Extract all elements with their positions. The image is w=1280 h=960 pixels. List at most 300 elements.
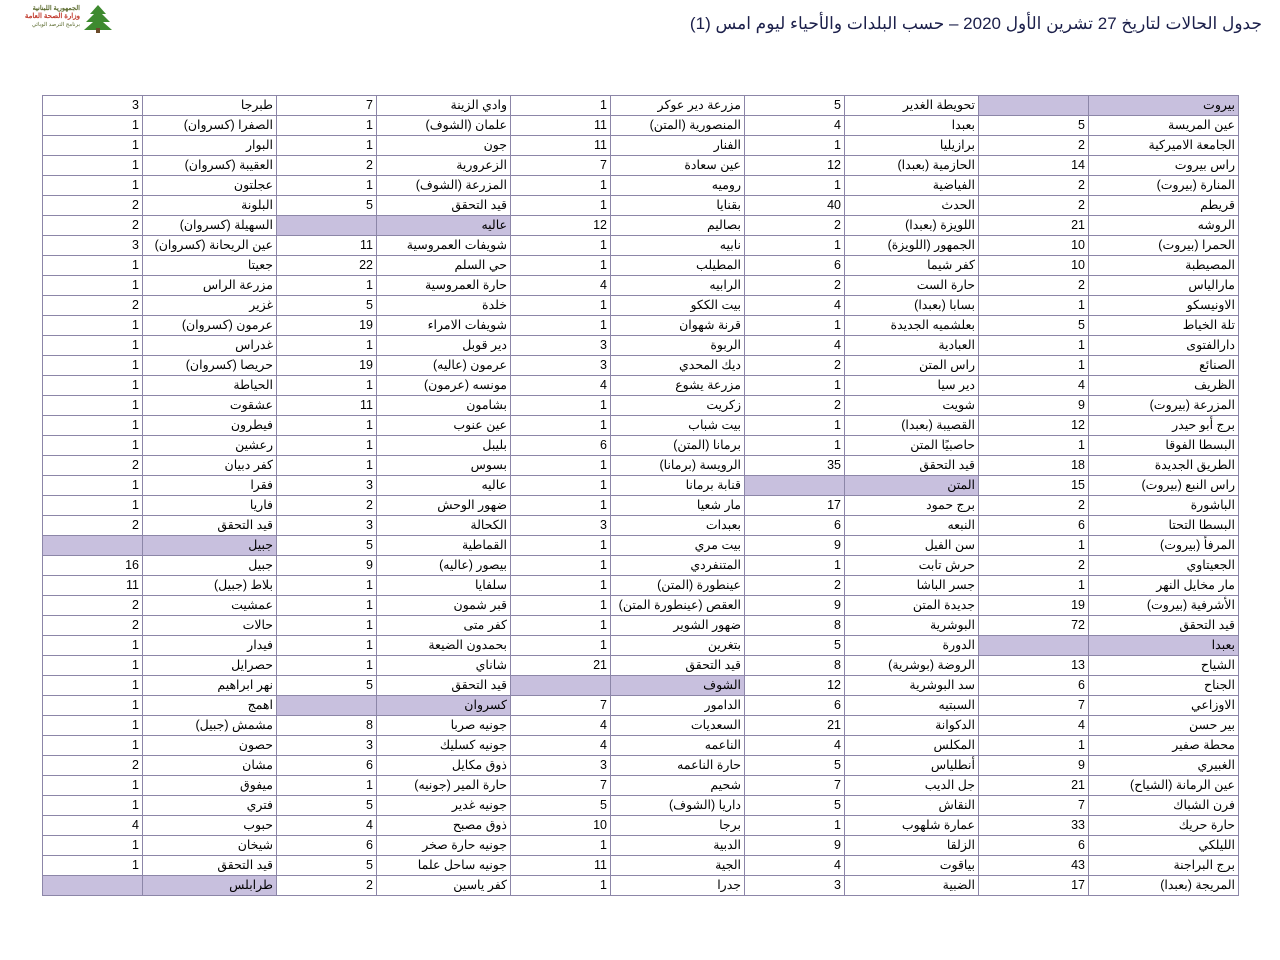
case-count-cell: 8 [745,656,845,676]
case-count-cell: 7 [277,96,377,116]
case-count-cell: 1 [277,576,377,596]
case-count-cell: 9 [277,556,377,576]
locality-name-cell: ديك المحدي [611,356,745,376]
district-header-count-cell [979,636,1089,656]
case-count-cell: 4 [745,336,845,356]
locality-name-cell: كفر دبيان [143,456,277,476]
case-count-cell: 5 [979,116,1089,136]
case-count-cell: 6 [745,696,845,716]
table-row [43,156,1239,176]
locality-name-cell: الحياطة [143,376,277,396]
case-count-cell: 21 [979,776,1089,796]
case-count-cell: 3 [277,736,377,756]
case-count-cell: 1 [43,256,143,276]
case-count-cell: 2 [979,276,1089,296]
locality-name-cell: نهر ابراهيم [143,676,277,696]
locality-name-cell: الدامور [611,696,745,716]
case-count-cell: 1 [43,476,143,496]
locality-name-cell: المطيلب [611,256,745,276]
locality-name-cell: البسطا الفوقا [1089,436,1239,456]
case-count-cell: 9 [979,396,1089,416]
locality-name-cell: جدرا [611,876,745,896]
locality-name-cell: الحدث [845,196,979,216]
locality-name-cell: بصاليم [611,216,745,236]
case-count-cell: 1 [277,596,377,616]
locality-name-cell: قيد التحقق [377,676,511,696]
case-count-cell: 17 [745,496,845,516]
case-count-cell: 1 [979,736,1089,756]
locality-name-cell: حارة الناعمه [611,756,745,776]
locality-name-cell: شويت [845,396,979,416]
case-count-cell: 1 [979,576,1089,596]
locality-name-cell: حالات [143,616,277,636]
locality-name-cell: الروضة (بوشرية) [845,656,979,676]
case-count-cell: 2 [745,216,845,236]
case-count-cell: 6 [277,836,377,856]
case-count-cell: 1 [43,136,143,156]
locality-name-cell: دير قوبل [377,336,511,356]
locality-name-cell: فقرا [143,476,277,496]
district-header-count-cell [277,696,377,716]
case-count-cell: 6 [277,756,377,776]
case-count-cell: 1 [511,176,611,196]
case-count-cell: 12 [745,156,845,176]
case-count-cell: 1 [277,416,377,436]
logo-text [10,5,80,29]
case-count-cell: 4 [979,716,1089,736]
locality-name-cell: مزرعة دير عوكر [611,96,745,116]
case-count-cell: 1 [511,536,611,556]
locality-name-cell: بيصور (عاليه) [377,556,511,576]
locality-name-cell: كفر شيما [845,256,979,276]
case-count-cell: 9 [745,536,845,556]
locality-name-cell: الروشه [1089,216,1239,236]
locality-name-cell: المزرعة (الشوف) [377,176,511,196]
locality-name-cell: الحمرا (بيروت) [1089,236,1239,256]
district-header-cell: طرابلس [143,876,277,896]
case-count-cell: 1 [277,116,377,136]
case-count-cell: 7 [511,696,611,716]
locality-name-cell: المصيطبة [1089,256,1239,276]
case-count-cell: 1 [43,156,143,176]
locality-name-cell: بعبدا [845,116,979,136]
case-count-cell: 5 [979,316,1089,336]
locality-name-cell: حارة المير (جونيه) [377,776,511,796]
case-count-cell: 1 [979,356,1089,376]
table-row [43,816,1239,836]
case-count-cell: 2 [43,516,143,536]
table-row [43,96,1239,116]
locality-name-cell: الليلكي [1089,836,1239,856]
case-count-cell: 5 [277,676,377,696]
table-row [43,676,1239,696]
table-row [43,216,1239,236]
locality-name-cell: دير سيا [845,376,979,396]
locality-name-cell: حرش تابت [845,556,979,576]
locality-name-cell: بيت مري [611,536,745,556]
locality-name-cell: بسابا (بعبدا) [845,296,979,316]
locality-name-cell: جونيه كسليك [377,736,511,756]
case-count-cell: 1 [511,596,611,616]
locality-name-cell: عين المريسة [1089,116,1239,136]
case-count-cell: 4 [745,296,845,316]
locality-name-cell: راس النبع (بيروت) [1089,476,1239,496]
table-row [43,356,1239,376]
case-count-cell: 1 [277,136,377,156]
locality-name-cell: مشمش (جبيل) [143,716,277,736]
case-count-cell: 1 [511,836,611,856]
case-count-cell: 15 [979,476,1089,496]
locality-name-cell: بيت الككو [611,296,745,316]
locality-name-cell: حارة العمروسية [377,276,511,296]
table-row [43,616,1239,636]
case-count-cell: 1 [745,176,845,196]
locality-name-cell: الكحالة [377,516,511,536]
locality-name-cell: النقاش [845,796,979,816]
locality-name-cell: البسطا التحتا [1089,516,1239,536]
table-row [43,476,1239,496]
locality-name-cell: جبيل [143,556,277,576]
ministry-logo [10,4,114,38]
locality-name-cell: تحويطة الغدير [845,96,979,116]
locality-name-cell: قنابة برمانا [611,476,745,496]
case-count-cell: 1 [511,236,611,256]
case-count-cell: 3 [43,96,143,116]
locality-name-cell: الدبية [611,836,745,856]
locality-name-cell: روميه [611,176,745,196]
case-count-cell: 5 [277,796,377,816]
table-row [43,636,1239,656]
locality-name-cell: جل الديب [845,776,979,796]
case-count-cell: 5 [277,856,377,876]
locality-name-cell: مشان [143,756,277,776]
logo-line-2: وزارة الصحة العامة [24,13,80,20]
table-row [43,296,1239,316]
case-count-cell: 1 [43,116,143,136]
locality-name-cell: فاريا [143,496,277,516]
locality-name-cell: برجا [611,816,745,836]
district-header-count-cell [979,96,1089,116]
case-count-cell: 10 [511,816,611,836]
case-count-cell: 3 [511,516,611,536]
case-count-cell: 10 [979,236,1089,256]
locality-name-cell: غزير [143,296,277,316]
locality-name-cell: الغبيري [1089,756,1239,776]
locality-name-cell: المكلس [845,736,979,756]
cases-table [42,95,1239,896]
case-count-cell: 17 [979,876,1089,896]
case-count-cell: 1 [43,316,143,336]
case-count-cell: 19 [277,316,377,336]
case-count-cell: 7 [511,776,611,796]
case-count-cell: 1 [43,776,143,796]
locality-name-cell: دارالفتوى [1089,336,1239,356]
case-count-cell: 2 [277,876,377,896]
locality-name-cell: جون [377,136,511,156]
logo-line-1: الجمهورية اللبنانية [32,5,80,12]
case-count-cell: 6 [745,516,845,536]
locality-name-cell: الباشورة [1089,496,1239,516]
case-count-cell: 1 [277,456,377,476]
case-count-cell: 1 [277,656,377,676]
locality-name-cell: أنطلياس [845,756,979,776]
case-count-cell: 11 [511,116,611,136]
locality-name-cell: بير حسن [1089,716,1239,736]
case-count-cell: 11 [43,576,143,596]
case-count-cell: 1 [43,736,143,756]
case-count-cell: 11 [277,396,377,416]
locality-name-cell: بقنايا [611,196,745,216]
case-count-cell: 4 [511,716,611,736]
locality-name-cell: سلفايا [377,576,511,596]
locality-name-cell: محطة صفير [1089,736,1239,756]
case-count-cell: 1 [511,256,611,276]
case-count-cell: 11 [511,856,611,876]
district-header-cell: جبيل [143,536,277,556]
case-count-cell: 9 [745,596,845,616]
locality-name-cell: قيد التحقق [143,856,277,876]
locality-name-cell: الاوزاعي [1089,696,1239,716]
locality-name-cell: جونيه ساحل علما [377,856,511,876]
case-count-cell: 2 [745,276,845,296]
locality-name-cell: غدراس [143,336,277,356]
locality-name-cell: العقص (عينطورة المتن) [611,596,745,616]
case-count-cell: 1 [745,556,845,576]
case-count-cell: 14 [979,156,1089,176]
case-count-cell: 2 [979,136,1089,156]
table-row [43,716,1239,736]
locality-name-cell: الحازمية (بعبدا) [845,156,979,176]
locality-name-cell: حصرايل [143,656,277,676]
case-count-cell: 2 [745,576,845,596]
case-count-cell: 1 [511,396,611,416]
table-row [43,436,1239,456]
locality-name-cell: كفر متى [377,616,511,636]
case-count-cell: 2 [745,356,845,376]
case-count-cell: 3 [745,876,845,896]
district-header-count-cell [745,476,845,496]
table-row [43,836,1239,856]
case-count-cell: 12 [511,216,611,236]
case-count-cell: 1 [745,816,845,836]
case-count-cell: 1 [511,416,611,436]
case-count-cell: 40 [745,196,845,216]
locality-name-cell: شحيم [611,776,745,796]
case-count-cell: 16 [43,556,143,576]
table-row [43,496,1239,516]
case-count-cell: 1 [511,456,611,476]
table-row [43,656,1239,676]
table-row [43,796,1239,816]
locality-name-cell: المريجة (بعبدا) [1089,876,1239,896]
locality-name-cell: برج البراجنة [1089,856,1239,876]
case-count-cell: 2 [43,296,143,316]
locality-name-cell: الدورة [845,636,979,656]
case-count-cell: 5 [745,756,845,776]
case-count-cell: 2 [979,176,1089,196]
case-count-cell: 3 [277,516,377,536]
table-row [43,736,1239,756]
case-count-cell: 1 [43,656,143,676]
case-count-cell: 4 [277,816,377,836]
locality-name-cell: حي السلم [377,256,511,276]
case-count-cell: 3 [277,476,377,496]
district-header-count-cell [277,216,377,236]
locality-name-cell: القماطية [377,536,511,556]
case-count-cell: 2 [43,456,143,476]
locality-name-cell: جديدة المتن [845,596,979,616]
case-count-cell: 12 [979,416,1089,436]
table-row [43,236,1239,256]
locality-name-cell: بيت شباب [611,416,745,436]
locality-name-cell: مونسه (عرمون) [377,376,511,396]
table-row [43,576,1239,596]
locality-name-cell: برمانا (المتن) [611,436,745,456]
locality-name-cell: قيد التحقق [845,456,979,476]
case-count-cell: 4 [745,736,845,756]
case-count-cell: 5 [277,196,377,216]
locality-name-cell: البوشرية [845,616,979,636]
case-count-cell: 1 [43,716,143,736]
case-count-cell: 1 [745,316,845,336]
locality-name-cell: مارالياس [1089,276,1239,296]
case-count-cell: 10 [979,256,1089,276]
locality-name-cell: بحمدون الضيعة [377,636,511,656]
locality-name-cell: السهيلة (كسروان) [143,216,277,236]
case-count-cell: 1 [511,496,611,516]
locality-name-cell: مار مخايل النهر [1089,576,1239,596]
district-header-count-cell [511,676,611,696]
case-count-cell: 1 [745,416,845,436]
locality-name-cell: شيخان [143,836,277,856]
case-count-cell: 1 [43,356,143,376]
case-count-cell: 5 [745,96,845,116]
case-count-cell: 4 [745,116,845,136]
case-count-cell: 3 [43,236,143,256]
locality-name-cell: المنصورية (المتن) [611,116,745,136]
locality-name-cell: اهمج [143,696,277,716]
case-count-cell: 1 [511,876,611,896]
locality-name-cell: فيدار [143,636,277,656]
case-count-cell: 21 [511,656,611,676]
district-header-cell: كسروان [377,696,511,716]
locality-name-cell: سن الفيل [845,536,979,556]
locality-name-cell: شويفات الامراء [377,316,511,336]
case-count-cell: 2 [277,156,377,176]
case-count-cell: 43 [979,856,1089,876]
case-count-cell: 6 [979,516,1089,536]
locality-name-cell: الربوة [611,336,745,356]
case-count-cell: 1 [277,776,377,796]
locality-name-cell: عين عنوب [377,416,511,436]
locality-name-cell: طبرجا [143,96,277,116]
case-count-cell: 1 [979,536,1089,556]
locality-name-cell: حصون [143,736,277,756]
case-count-cell: 6 [745,256,845,276]
case-count-cell: 1 [43,176,143,196]
locality-name-cell: بشامون [377,396,511,416]
logo-line-3: برنامج الترصد الوبائي [31,22,80,28]
case-count-cell: 1 [43,676,143,696]
case-count-cell: 1 [511,476,611,496]
locality-name-cell: ذوق مكايل [377,756,511,776]
case-count-cell: 21 [745,716,845,736]
locality-name-cell: عشقوت [143,396,277,416]
case-count-cell: 11 [511,136,611,156]
case-count-cell: 1 [277,616,377,636]
case-count-cell: 9 [745,836,845,856]
case-count-cell: 6 [979,836,1089,856]
locality-name-cell: زكريت [611,396,745,416]
locality-name-cell: فتري [143,796,277,816]
locality-name-cell: جونيه صربا [377,716,511,736]
case-count-cell: 2 [43,616,143,636]
page-title: جدول الحالات لتاريخ 27 تشرين الأول 2020 – حسب البلدات والأحياء ليوم امس (1) [689,14,1262,33]
table-row [43,316,1239,336]
locality-name-cell: بسوس [377,456,511,476]
case-count-cell: 19 [277,356,377,376]
locality-name-cell: الأشرفية (بيروت) [1089,596,1239,616]
locality-name-cell: القصيبة (بعبدا) [845,416,979,436]
locality-name-cell: السبتيه [845,696,979,716]
locality-name-cell: قبر شمون [377,596,511,616]
case-count-cell: 1 [511,296,611,316]
table-row [43,396,1239,416]
case-count-cell: 11 [277,236,377,256]
locality-name-cell: داريا (الشوف) [611,796,745,816]
case-count-cell: 1 [43,276,143,296]
case-count-cell: 1 [511,196,611,216]
case-count-cell: 1 [511,556,611,576]
table-row [43,776,1239,796]
locality-name-cell: وادي الزينة [377,96,511,116]
locality-name-cell: الجية [611,856,745,876]
case-count-cell: 1 [277,336,377,356]
case-count-cell: 1 [43,436,143,456]
locality-name-cell: البلونة [143,196,277,216]
locality-name-cell: قيد التحقق [1089,616,1239,636]
locality-name-cell: حبوب [143,816,277,836]
locality-name-cell: قيد التحقق [377,196,511,216]
locality-name-cell: الجامعة الاميركية [1089,136,1239,156]
locality-name-cell: الصفرا (كسروان) [143,116,277,136]
locality-name-cell: مزرعة الراس [143,276,277,296]
case-count-cell: 7 [979,796,1089,816]
locality-name-cell: الناعمه [611,736,745,756]
locality-name-cell: كفر ياسين [377,876,511,896]
case-count-cell: 1 [43,336,143,356]
locality-name-cell: عين الرمانة (الشياح) [1089,776,1239,796]
case-count-cell: 5 [745,796,845,816]
case-count-cell: 13 [979,656,1089,676]
locality-name-cell: الطريق الجديدة [1089,456,1239,476]
locality-name-cell: بياقوت [845,856,979,876]
case-count-cell: 1 [277,376,377,396]
case-count-cell: 1 [745,236,845,256]
table-row [43,336,1239,356]
locality-name-cell: ضهور الشوير [611,616,745,636]
case-count-cell: 1 [979,436,1089,456]
table-row [43,516,1239,536]
locality-name-cell: مزرعة يشوع [611,376,745,396]
case-count-cell: 2 [979,496,1089,516]
case-count-cell: 7 [511,156,611,176]
locality-name-cell: الصنائع [1089,356,1239,376]
case-count-cell: 8 [745,616,845,636]
locality-name-cell: عمارة شلهوب [845,816,979,836]
locality-name-cell: راس المتن [845,356,979,376]
locality-name-cell: الجناح [1089,676,1239,696]
